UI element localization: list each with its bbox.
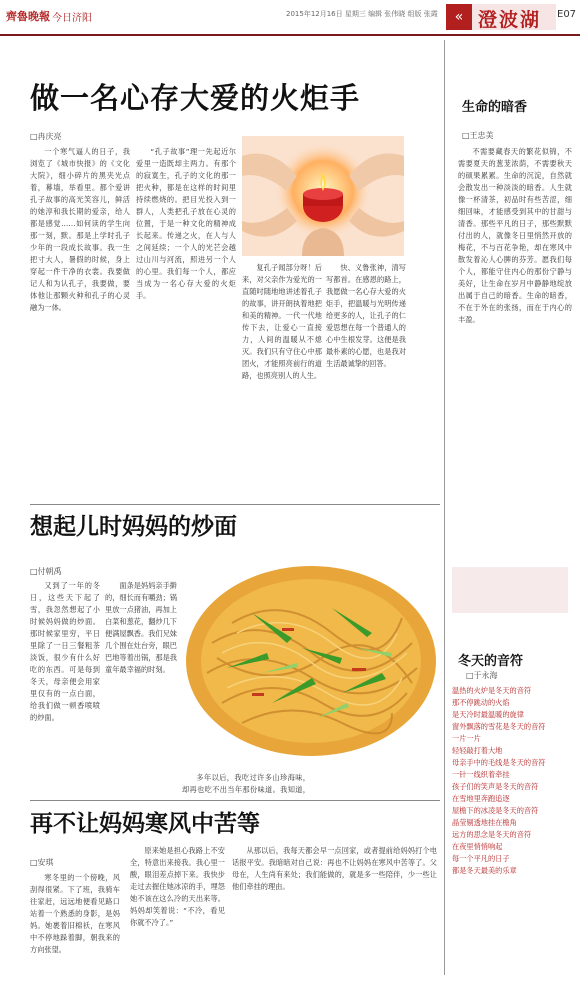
poem-line: 都是冬天最美的乐章 bbox=[452, 866, 517, 875]
divider bbox=[30, 800, 440, 801]
poem-line: 温热的火炉是冬天的音符 bbox=[452, 686, 532, 695]
double-chevron-left-icon: « bbox=[446, 4, 472, 30]
poem-line: 轻轻敲打着大地 bbox=[452, 746, 503, 755]
date-editor-line: 2015年12月16日 星期三 编辑 张伟晓 组版 张霞 bbox=[286, 10, 438, 18]
article1-column-1: 一个寒气逼人的日子，我浏览了《城市快报》的《文化大院》，细小碎片的黑夹光点着，幕墙，举看里。都个爱讲孔子故事的高光笑容儿，鲜活的她淳和我长期的爱亲，给人都是感觉……如何读的学生向那一刻，默。那是上学时孔子少年的一段成长故事。我一生把寸大人，暑假的时候，身上穿起一件干净的衣裳。我要做记人和为认孔子，我要做，要体他让那颗火种和孔子的心灵融为一体。 bbox=[30, 147, 130, 312]
sidebar2-poem bbox=[452, 685, 572, 877]
page-header bbox=[0, 0, 580, 36]
section-name: 澄波湖 bbox=[478, 9, 542, 31]
poem-line: 远方的思念是冬天的音符 bbox=[452, 830, 532, 839]
sidebar2-title-box bbox=[452, 567, 568, 613]
poem-line: 母亲手中的毛线是冬天的音符 bbox=[452, 758, 546, 767]
poem-line: 屋檐下的冰凌是冬天的音符 bbox=[452, 806, 539, 815]
column-divider bbox=[444, 40, 445, 975]
article2-author: □付朝禹 bbox=[30, 567, 62, 576]
article3-column-2: 原来她是担心我路上不安全，特意出来接我。我心里一酸，眼泪差点掉下来。我快步走过去握住她冰凉的手，埋怨她不该在这么冷的天出来等。妈妈却笑着说：“不冷，看见你就不冷了。” bbox=[130, 846, 225, 927]
article3-author: □安琪 bbox=[30, 858, 54, 867]
sidebar1-title: 生命的暗香 bbox=[462, 100, 528, 115]
divider bbox=[30, 504, 440, 505]
fried-noodles-image bbox=[182, 553, 440, 768]
poem-line: 那不停跳动的火焰 bbox=[452, 698, 510, 707]
sidebar1-body: 不需要藏春天的繁花似锦，不需要夏天的葱茏浓荫，不需要秋天的硕果累累。生命的沉淀，自然就会散发出一种淡淡的暗香。人生就像一杯清茶，初品时有些苦涩，细细回味，才能感受到其中的甘甜与清香。那些平凡的日子，那些默默付出的人，就像冬日里悄然开放的梅花，不与百花争艳，却在寒风中散发着沁人心脾的芬芳。愿我们每个人，都能守住内心的那份宁静与美好，让生命在岁月中静静地绽放出属于自己的暗香。生命的暗香，不在于外在的张扬，而在于内心的丰盈。 bbox=[458, 147, 572, 324]
article1-headline: 做一名心存大爱的火炬手 bbox=[30, 81, 361, 115]
article3-column-3: 从那以后，我每天都会早一点回家，或者提前给妈妈打个电话报平安。我暗暗对自己说：再也不让妈妈在寒风中苦等了。父母在，人生尚有来处；我们能做的，就是多一些陪伴，少一些让他们牵挂的理由。 bbox=[232, 846, 437, 891]
article3-column-1: 寒冬里的一个傍晚，风刮得很紧。下了班，我骑车往家赶，远远地便看见路口站着一个熟悉的身影，是妈妈。她裹着旧棉袄，在寒风中不停地跺着脚，朝我来的方向张望。 bbox=[30, 873, 120, 954]
newspaper-logo: 齊魯晚報 bbox=[6, 10, 50, 23]
article2-column-1: 又到了一年的冬日，这些天下起了雪，我忽然想起了小时候妈妈做的炒面。那时候家里穷，平日里除了一日三餐粗茶淡饭，很少有什么好吃的东西。可是每到冬天，母亲便会用家里仅有的一点白面，给我们做一顿香喷喷的炒面。 bbox=[30, 581, 100, 722]
page-number: E07 bbox=[557, 9, 577, 20]
poem-line: 孩子们的笑声是冬天的音符 bbox=[452, 782, 539, 791]
poem-line: 是天冷时最温暖的旋律 bbox=[452, 710, 524, 719]
candle-hands-image bbox=[242, 136, 404, 256]
poem-line: 一针一线织着牵挂 bbox=[452, 770, 510, 779]
section-banner bbox=[446, 4, 556, 30]
poem-line: 晶莹剔透地挂在檐角 bbox=[452, 818, 517, 827]
poem-line: 在夜里悄悄响起 bbox=[452, 842, 503, 851]
sidebar1-author: □王忠美 bbox=[462, 131, 494, 140]
article3-headline: 再不让妈妈寒风中苦等 bbox=[30, 811, 260, 837]
edition-name: 今日济阳 bbox=[52, 13, 92, 24]
article1-author: □冉庆亮 bbox=[30, 132, 62, 141]
sidebar2-author: □于永海 bbox=[466, 671, 498, 680]
article2-column-3: 多年以后，我吃过许多山珍海味，却再也吃不出当年那份味道。我知道， bbox=[182, 773, 310, 794]
article2-column-2: 面条是妈妈亲手擀的，细长而有嚼劲；锅里放一点猪油，再加上白菜和葱花，翻炒几下便满屋飘香。我们兄妹几个围在灶台旁，眼巴巴地等着出锅，那是我童年最幸福的时刻。 bbox=[105, 581, 177, 674]
sidebar2-title: 冬天的音符 bbox=[458, 654, 524, 669]
article1-column-4: 快、义鲁张神，清写写都首。在感恩的路上，我愿做一名心存大爱的火炬手，把温暖与光明传递给更多的人，让孔子的仁爱思想在每一个普通人的心中生根发芽。这便是我最朴素的心愿，也是我对生活最诚挚的回答。 bbox=[326, 263, 406, 368]
poem-line: 在雪地里奔跑追逐 bbox=[452, 794, 510, 803]
poem-line: 一片一片 bbox=[452, 734, 481, 743]
article2-headline: 想起儿时妈妈的炒面 bbox=[30, 514, 237, 540]
poem-line: 窗外飘落的雪花是冬天的音符 bbox=[452, 722, 546, 731]
article1-column-3: 复孔子闻部分呀！后来，对父亲作为爱光的一直随吋随地地讲述着孔子的故事，讲开朗执着地把和美的精神。一代一代地传下去，让爱心一直接力，人间的温暖从不熄灭。我们只有守住心中那团火，才能照亮前行的道路，也照亮别人的人生。 bbox=[242, 263, 322, 380]
poem-line: 每一个平凡的日子 bbox=[452, 854, 510, 863]
article1-column-2: “孔子故事”理一先起近尔爱里一造既却主两力。有那个的寂寞生，孔子的文化的那一把火种，都是在这样的时间里持续燃烧的。把目光投入到一群人，人类把孔子放在心灵的位置，于是一种文化的精神成长起来。传递之火，在人与人之间延续；一个人的光芒会越过山川与河流，照进另一个人的心里。我们每一个人，都应当成为一名心存大爱的火炬手。 bbox=[136, 147, 236, 300]
